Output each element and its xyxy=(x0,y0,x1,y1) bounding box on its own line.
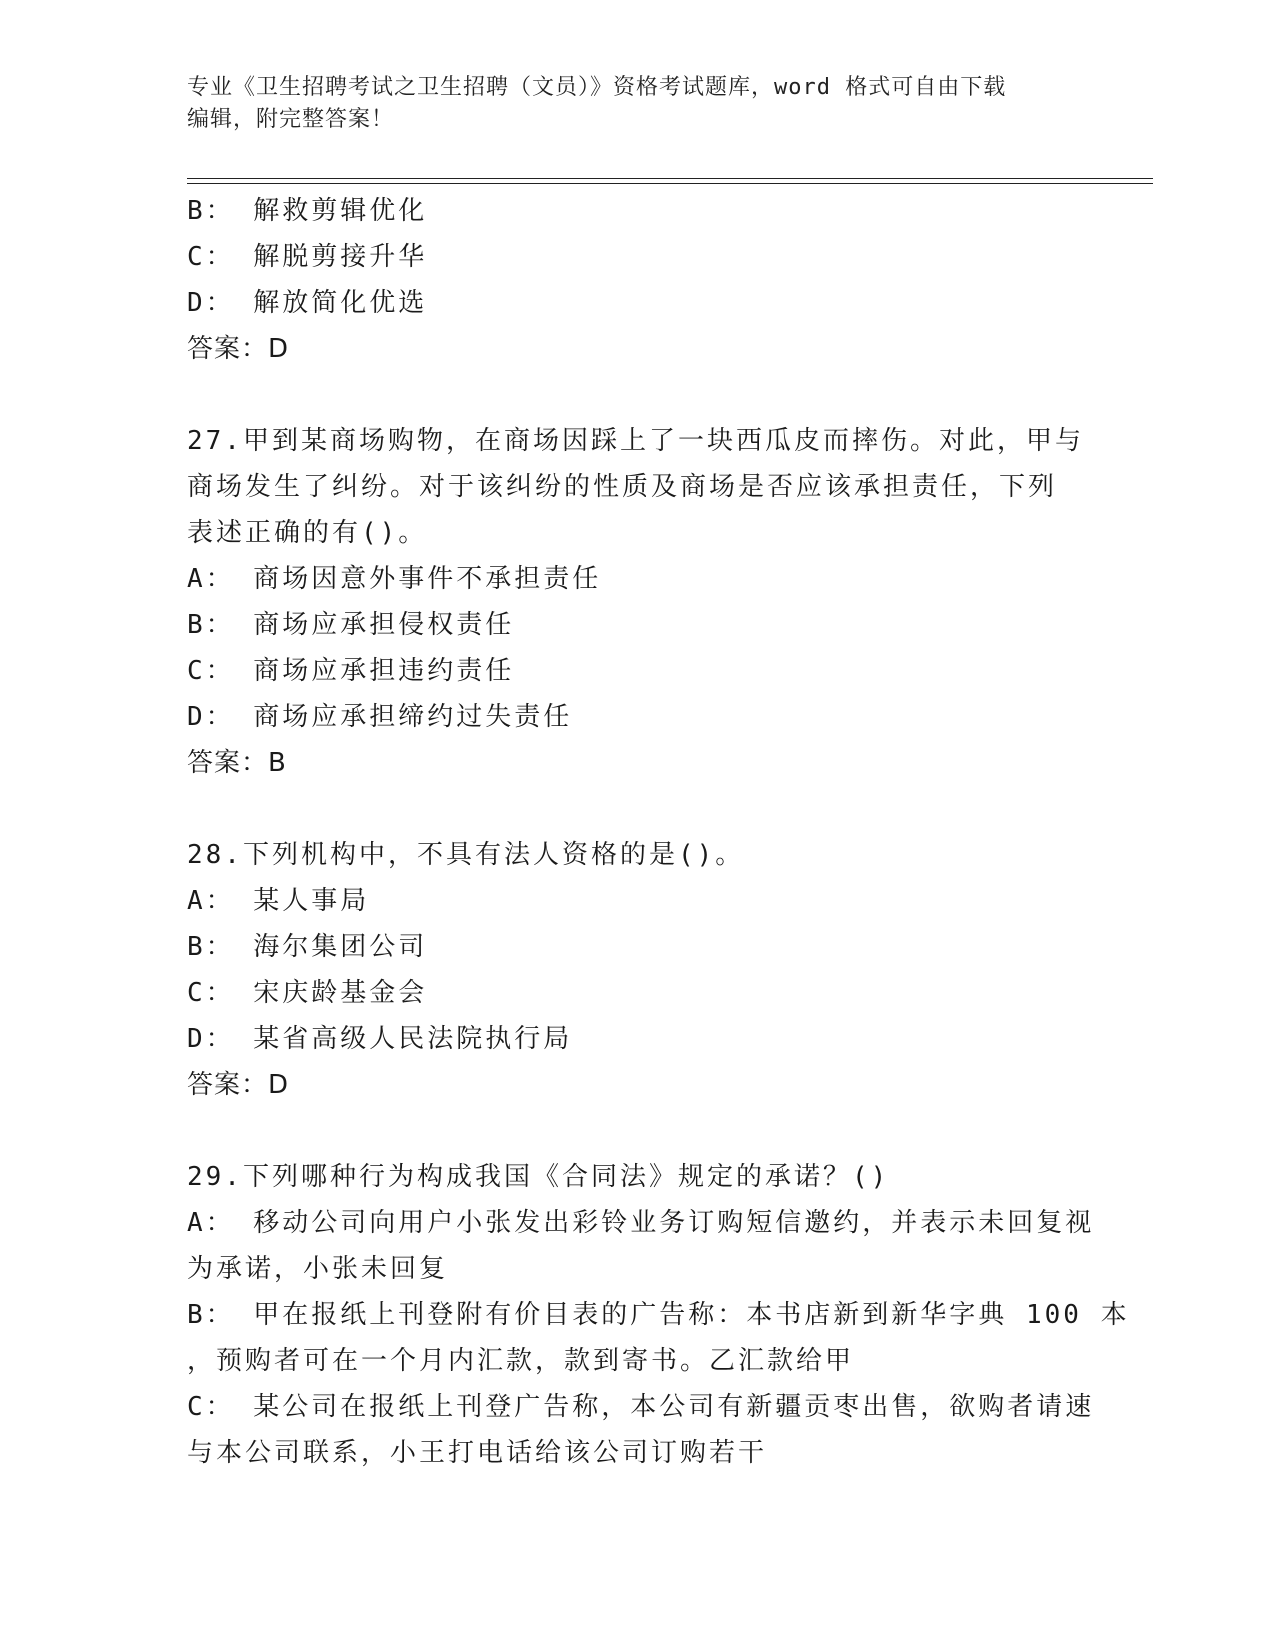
spacer xyxy=(187,1108,1087,1154)
question-stem-line: 商场发生了纠纷。对于该纠纷的性质及商场是否应该承担责任，下列 xyxy=(187,472,1058,502)
question-27 xyxy=(187,418,1087,786)
header-line-1: 专业《卫生招聘考试之卫生招聘（文员）》资格考试题库，word 格式可自由下载 xyxy=(187,75,1007,100)
option-c: C： 商场应承担违约责任 xyxy=(187,656,515,686)
question-28 xyxy=(187,832,1087,1108)
question-stem-line: 27.甲到某商场购物，在商场因踩上了一块西瓜皮而摔伤。对此，甲与 xyxy=(187,426,1084,456)
option-a-continued: 为承诺，小张未回复 xyxy=(187,1254,449,1284)
spacer xyxy=(187,372,1087,418)
question-26 xyxy=(187,188,1087,372)
option-c: C： 某公司在报纸上刊登广告称，本公司有新疆贡枣出售，欲购者请速 xyxy=(187,1392,1095,1422)
document-body xyxy=(187,188,1130,1476)
spacer xyxy=(187,786,1087,832)
option-d: D： 解放简化优选 xyxy=(187,288,428,318)
option-b: B： 解救剪辑优化 xyxy=(187,196,428,226)
option-b-continued: ，预购者可在一个月内汇款，款到寄书。乙汇款给甲 xyxy=(187,1346,855,1376)
document-header xyxy=(187,72,1067,136)
header-divider-bottom xyxy=(187,183,1153,184)
header-divider-top xyxy=(187,178,1153,179)
answer-line: 答案：B xyxy=(187,748,287,778)
question-29 xyxy=(187,1154,1130,1476)
option-a: A： 商场因意外事件不承担责任 xyxy=(187,564,602,594)
answer-line: 答案：D xyxy=(187,1070,290,1100)
option-b: B： 商场应承担侵权责任 xyxy=(187,610,515,640)
option-b: B： 甲在报纸上刊登附有价目表的广告称：本书店新到新华字典 100 本 xyxy=(187,1300,1130,1330)
header-line-2: 编辑，附完整答案！ xyxy=(187,107,395,132)
option-d: D： 商场应承担缔约过失责任 xyxy=(187,702,573,732)
option-d: D： 某省高级人民法院执行局 xyxy=(187,1024,573,1054)
option-a: A： 某人事局 xyxy=(187,886,370,916)
option-b: B： 海尔集团公司 xyxy=(187,932,428,962)
question-stem-line: 28.下列机构中，不具有法人资格的是()。 xyxy=(187,840,745,870)
question-stem-line: 表述正确的有()。 xyxy=(187,518,428,548)
option-a: A： 移动公司向用户小张发出彩铃业务订购短信邀约，并表示未回复视 xyxy=(187,1208,1095,1238)
question-stem-line: 29.下列哪种行为构成我国《合同法》规定的承诺？() xyxy=(187,1162,890,1192)
option-c: C： 宋庆龄基金会 xyxy=(187,978,428,1008)
option-c-continued: 与本公司联系，小王打电话给该公司订购若干 xyxy=(187,1438,768,1468)
option-c: C： 解脱剪接升华 xyxy=(187,242,428,272)
answer-line: 答案：D xyxy=(187,334,290,364)
